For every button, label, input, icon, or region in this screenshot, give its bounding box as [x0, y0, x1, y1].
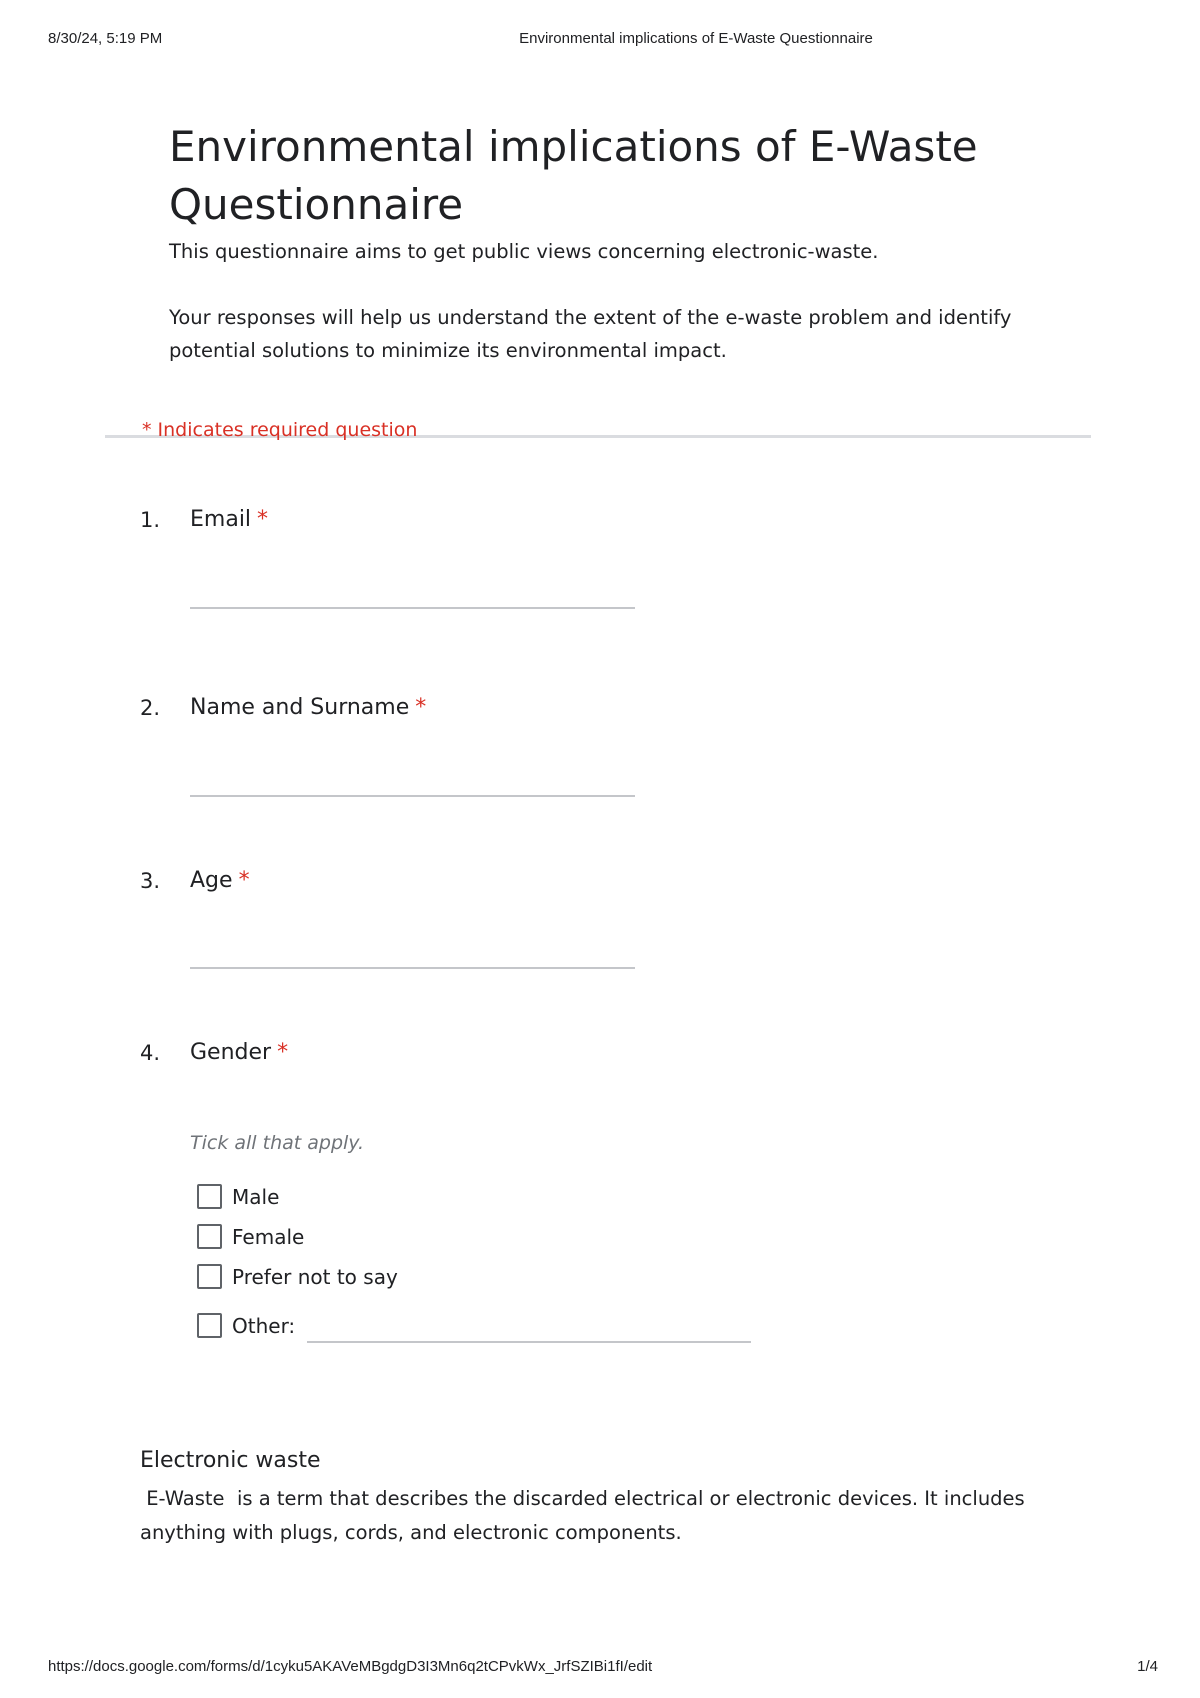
option-label: Other: [232, 1313, 296, 1338]
gender-option-other[interactable] [197, 1313, 295, 1338]
question-title-text: Email [190, 507, 252, 532]
gender-option-female[interactable] [197, 1224, 304, 1249]
required-question-note: * Indicates required question [142, 419, 418, 441]
question-hint: Tick all that apply. [190, 1132, 365, 1154]
option-label: Prefer not to say [232, 1264, 398, 1289]
option-label: Male [232, 1184, 280, 1209]
checkbox[interactable] [197, 1184, 222, 1209]
name-surname-input[interactable] [190, 795, 635, 797]
print-document-title: Environmental implications of E-Waste Questionnaire [519, 30, 873, 47]
checkbox[interactable] [197, 1224, 222, 1249]
question-title-email [190, 507, 268, 532]
form-description-line-2: Your responses will help us understand the extent of the e-waste problem and identify potential solutions to minimize its environmental impact. [169, 306, 1012, 362]
question-title-text: Name and Surname [190, 695, 410, 720]
question-title-name [190, 695, 426, 720]
email-input[interactable] [190, 607, 635, 609]
question-title-gender [190, 1040, 288, 1065]
form-description [169, 235, 1049, 367]
question-title-age [190, 868, 250, 893]
checkbox[interactable] [197, 1264, 222, 1289]
print-datetime: 8/30/24, 5:19 PM [48, 30, 163, 47]
option-label: Female [232, 1224, 305, 1249]
print-url: https://docs.google.com/forms/d/1cyku5AKAVeMBgdgD3I3Mn6q2tCPvkWx_JrfSZIBi1fI/edit [48, 1658, 653, 1675]
question-number: 3. [140, 869, 161, 893]
question-title-text: Age [190, 868, 233, 893]
question-number: 2. [140, 696, 161, 720]
form-description-line-1: This questionnaire aims to get public views concerning electronic-waste. [169, 240, 879, 263]
print-page-number: 1/4 [1137, 1658, 1158, 1675]
question-number: 1. [140, 508, 161, 532]
question-title-text: Gender [190, 1040, 272, 1065]
section-title: Electronic waste [140, 1448, 321, 1473]
required-asterisk: * [415, 695, 427, 720]
age-input[interactable] [190, 967, 635, 969]
required-asterisk: * [277, 1040, 289, 1065]
gender-option-prefer-not-to-say[interactable] [197, 1264, 398, 1289]
other-text-input[interactable] [307, 1341, 751, 1343]
section-description: E-Waste is a term that describes the discarded electrical or electronic devices. It includes anything with plugs, cords, and electronic components. [140, 1487, 1031, 1544]
required-asterisk: * [238, 868, 250, 893]
gender-option-male[interactable] [197, 1184, 279, 1209]
required-asterisk: * [257, 507, 269, 532]
question-number: 4. [140, 1041, 161, 1065]
checkbox[interactable] [197, 1313, 222, 1338]
form-title: Environmental implications of E-Waste Questionnaire [169, 122, 978, 229]
